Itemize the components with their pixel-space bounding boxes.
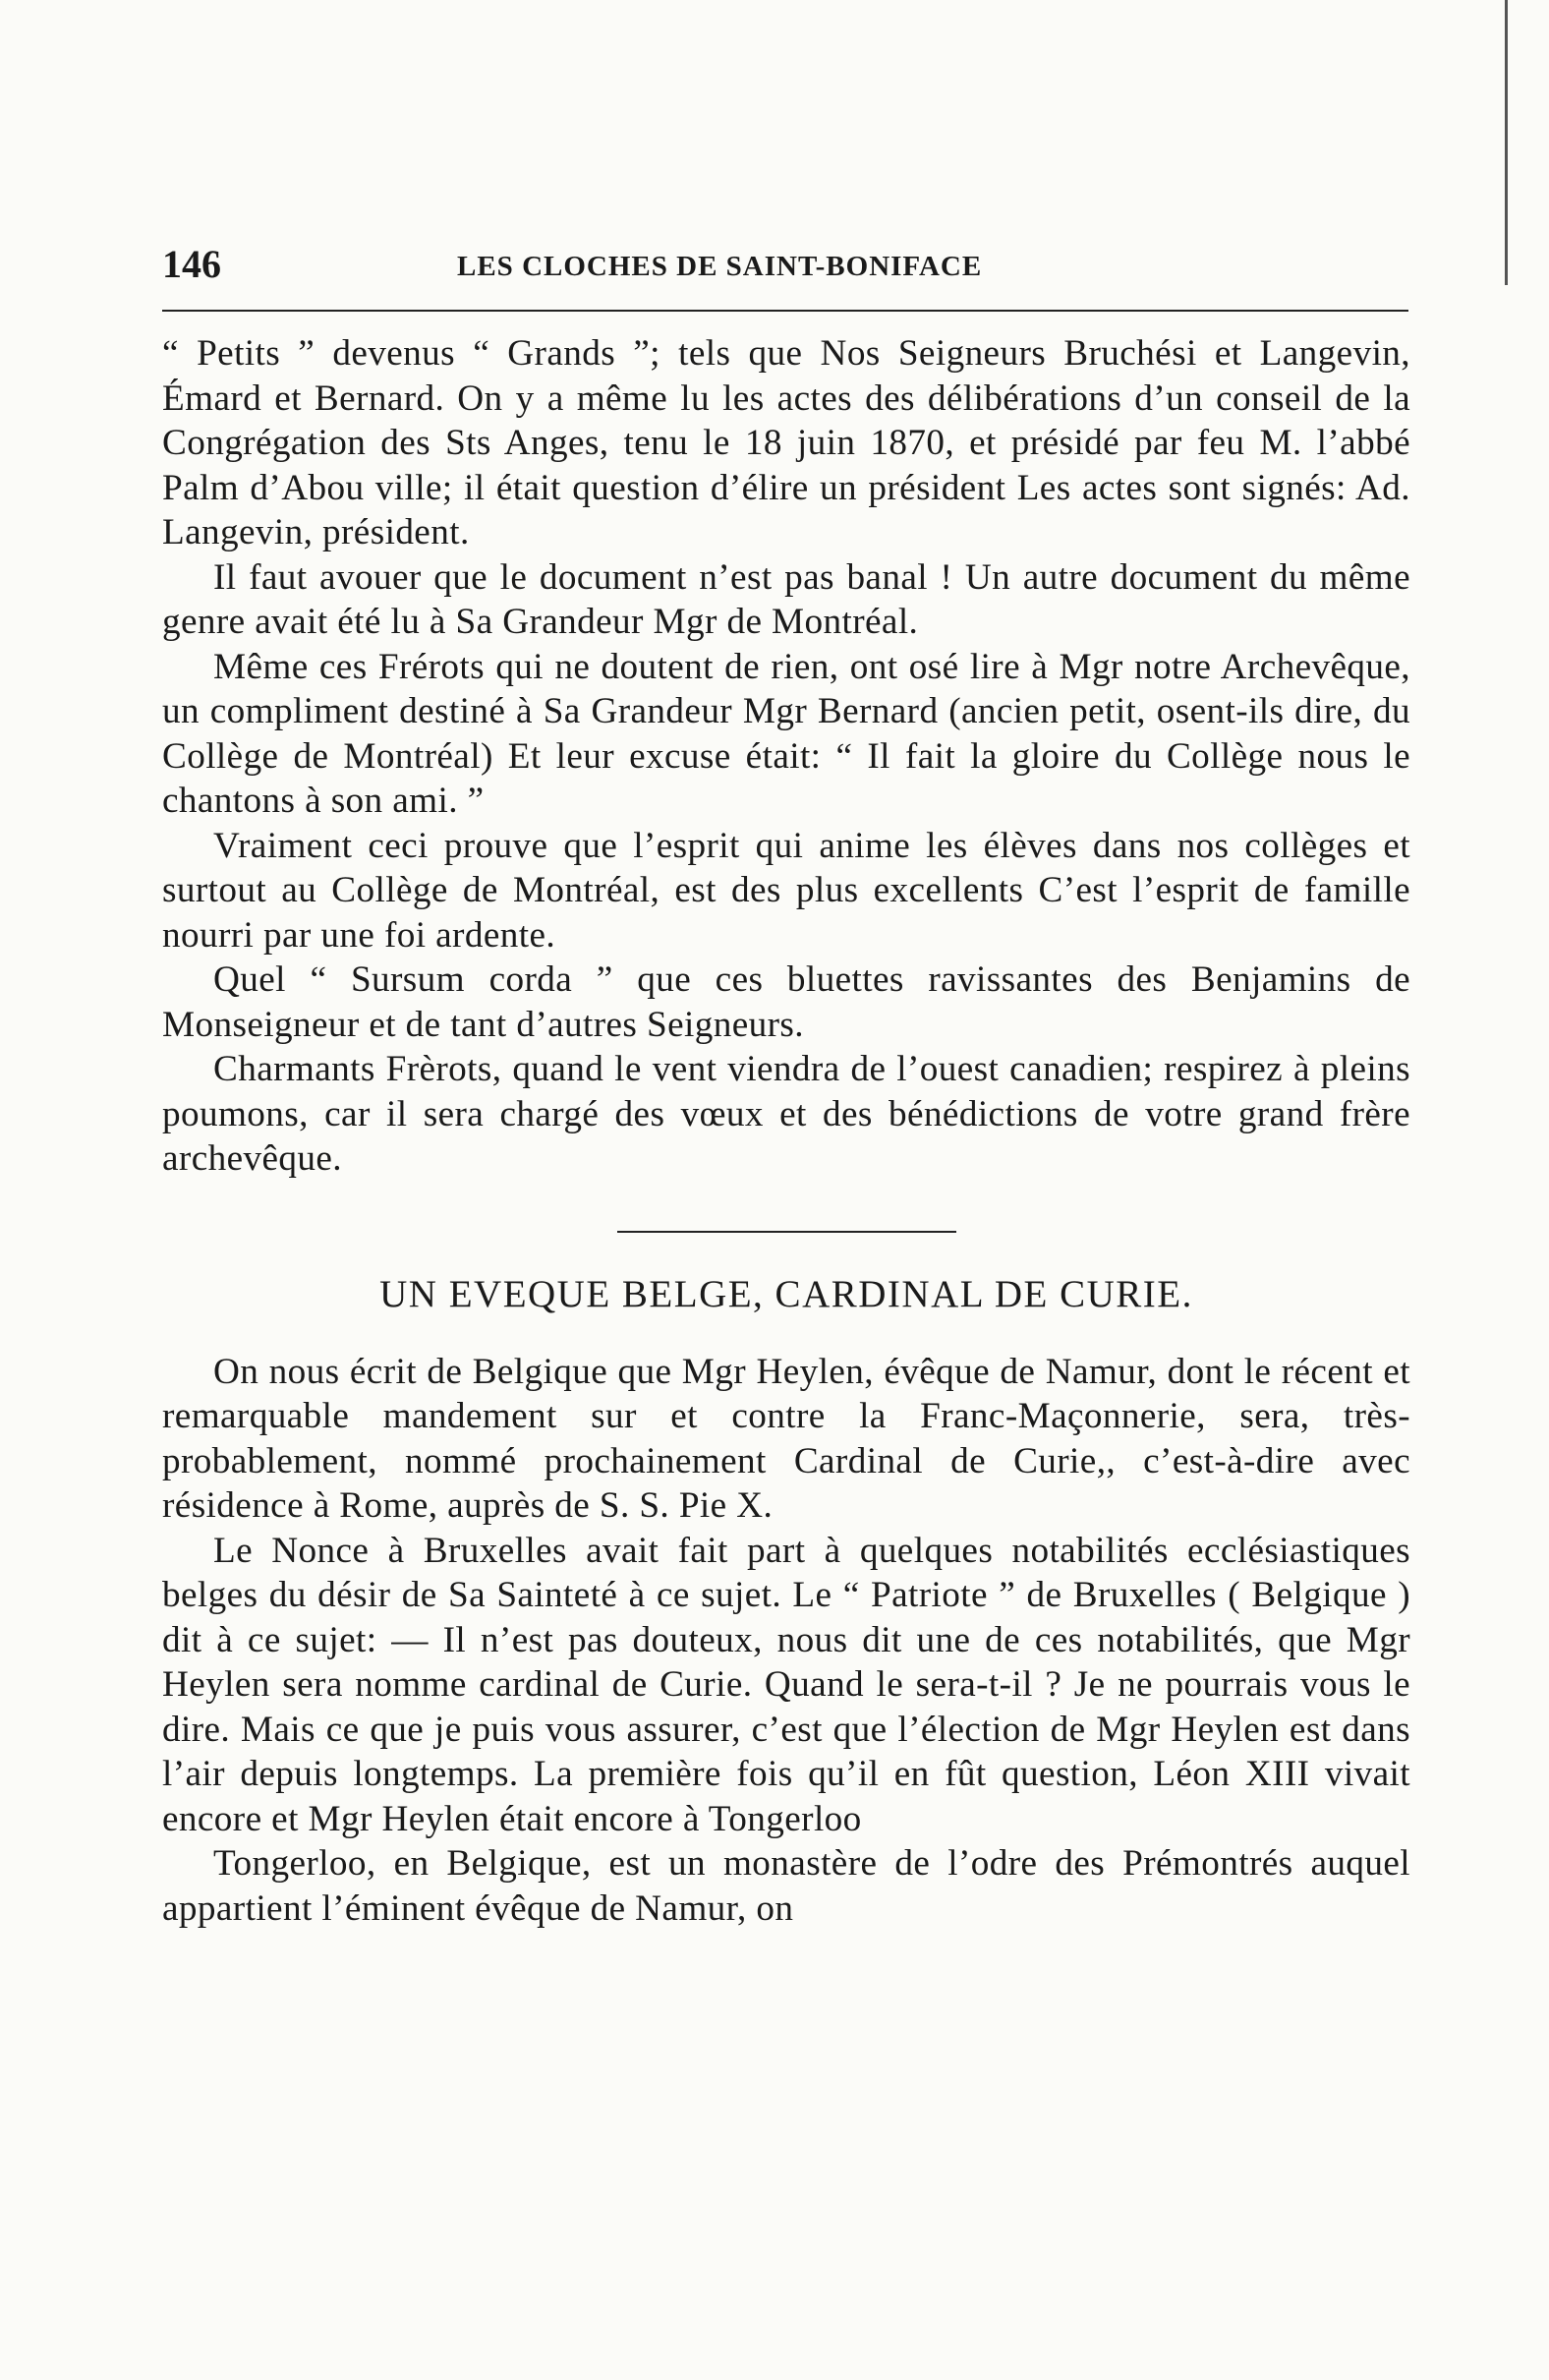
page-number: 146: [162, 242, 221, 286]
section-title: UN EVEQUE BELGE, CARDINAL DE CURIE.: [379, 1272, 1193, 1315]
paragraph: Tongerloo, en Belgique, est un monastère de l’odre des Prémontrés auquel appartient l’éminent évêque de Namur, on: [162, 1843, 1410, 1929]
section-1-body: [162, 331, 1410, 1182]
book-page: [162, 241, 1410, 1931]
section-divider: [617, 1231, 956, 1233]
paragraph: “ Petits ” devenus “ Grands ”; tels que Nos Seigneurs Bruchési et Langevin, Émard et Bernard. On y a même lu les actes des délibérations d’un conseil de la Congrégation des Sts Anges, tenu le 18 juin 1870, et présidé par feu M. l’abbé Palm d’Abou ville; il était question d’élire un président Les actes sont signés: Ad. Langevin, président.: [162, 333, 1410, 552]
paragraph: On nous écrit de Belgique que Mgr Heylen, évêque de Namur, dont le récent et remarquable mandement sur et contre la Franc-Maçonnerie, sera, très-probablement, nommé prochainement Cardinal de Curie,, c’est-à-dire avec résidence à Rome, auprès de S. S. Pie X.: [162, 1351, 1410, 1526]
section-2-body: [162, 1350, 1410, 1932]
paragraph: Le Nonce à Bruxelles avait fait part à quelques notabilités ecclésiastiques belges du désir de Sa Sainteté à ce sujet. Le “ Patriote ” de Bruxelles ( Belgique ) dit à ce sujet: — Il n’est pas douteux, nous dit une de ces notabilités, que Mgr Heylen sera nomme cardinal de Curie. Quand le sera-t-il ? Je ne pourrais vous le dire. Mais ce que je puis vous assurer, c’est que l’élection de Mgr Heylen est dans l’air depuis longtemps. La première fois qu’il en fût question, Léon XIII vivait encore et Mgr Heylen était encore à Tongerloo: [162, 1530, 1410, 1839]
paragraph: Vraiment ceci prouve que l’esprit qui anime les élèves dans nos collèges et surtout au Collège de Montréal, est des plus excellents C’est l’esprit de famille nourri par une foi ardente.: [162, 825, 1410, 956]
paragraph: Même ces Frérots qui ne doutent de rien, ont osé lire à Mgr notre Archevêque, un compliment destiné à Sa Grandeur Mgr Bernard (ancien petit, osent-ils dire, du Collège de Montréal) Et leur excuse était: “ Il fait la gloire du Collège nous le chantons à son ami. ”: [162, 646, 1410, 821]
paragraph: Il faut avouer que le document n’est pas banal ! Un autre document du même genre avait été lu à Sa Grandeur Mgr de Montréal.: [162, 556, 1410, 642]
running-title: LES CLOCHES DE SAINT-BONIFACE: [457, 251, 983, 282]
paragraph: Quel “ Sursum corda ” que ces bluettes ravissantes des Benjamins de Monseigneur et de tant d’autres Seigneurs.: [162, 959, 1410, 1045]
paragraph: Charmants Frèrots, quand le vent viendra de l’ouest canadien; respirez à pleins poumons, car il sera chargé des vœux et des bénédictions de votre grand frère archevêque.: [162, 1049, 1410, 1179]
running-header: [162, 241, 1410, 296]
scan-edge-line: [1505, 0, 1508, 285]
header-rule: [162, 310, 1408, 312]
